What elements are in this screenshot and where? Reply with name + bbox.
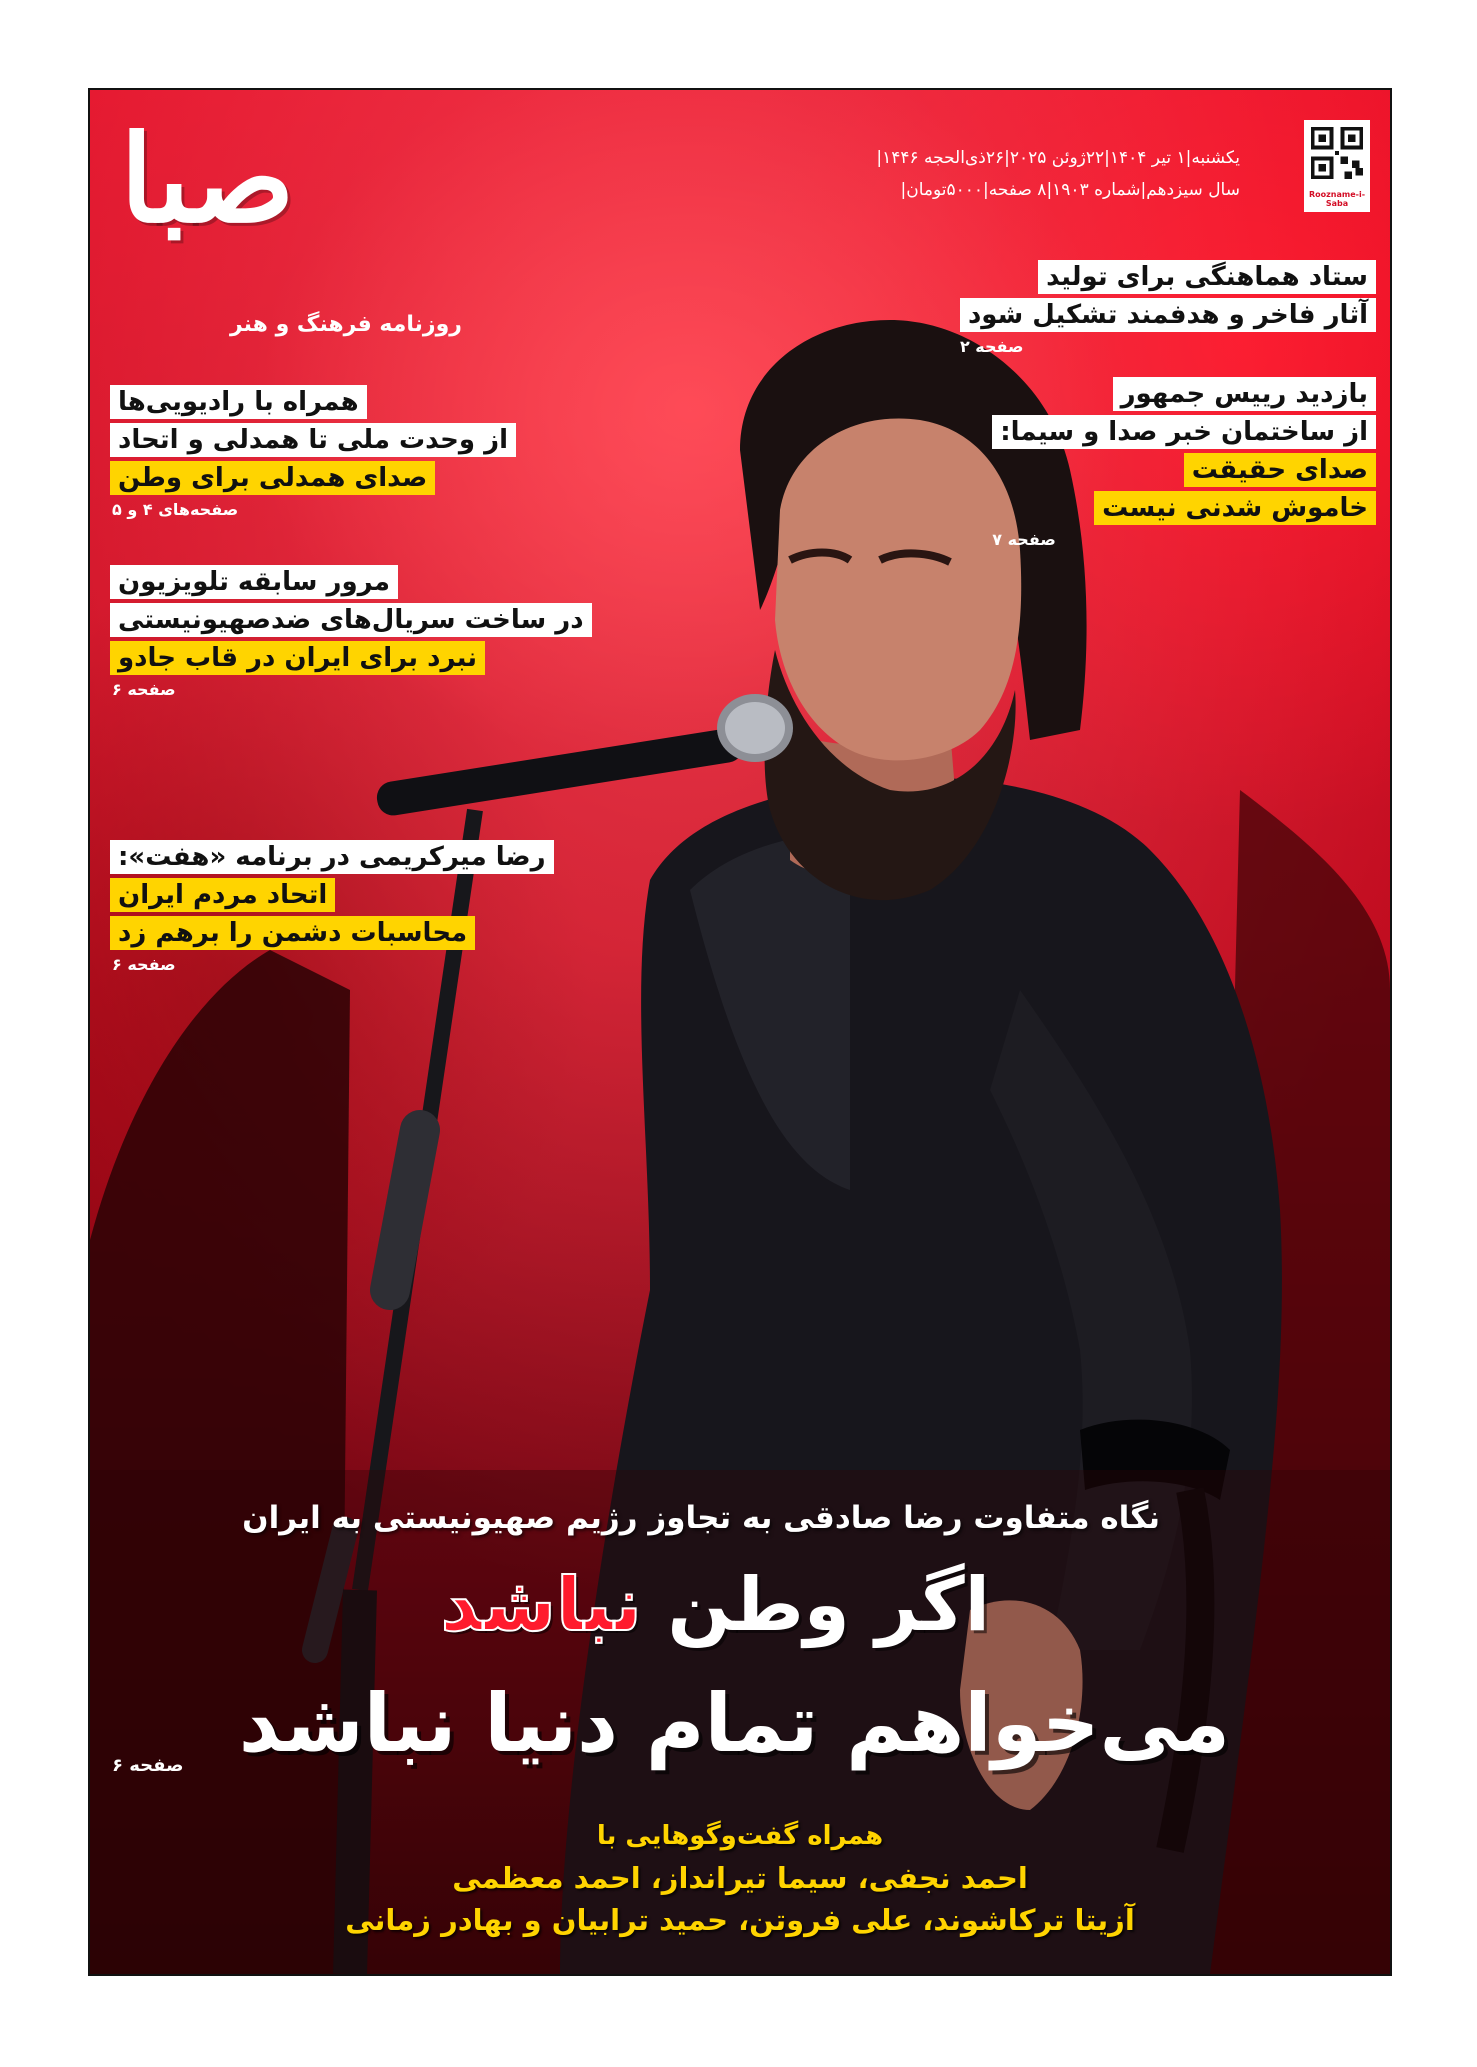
right-story-2-highlight-2: خاموش شدنی نیست	[1094, 491, 1376, 525]
right-story-2-highlight-1: صدای حقیقت	[1184, 453, 1376, 487]
right-story-1-line-1: ستاد هماهنگی برای تولید	[1038, 260, 1376, 294]
right-story-2-page: صفحه ۷	[992, 530, 1056, 549]
headline-red-part: نباشد	[440, 1562, 642, 1648]
headline-white-part: اگر وطن	[667, 1562, 990, 1648]
left-story-3-highlight-2: محاسبات دشمن را برهم زد	[110, 916, 475, 950]
right-story-2-line-2: از ساختمان خبر صدا و سیما:	[992, 415, 1376, 449]
left-story-1-line-2: از وحدت ملی تا همدلی و اتحاد	[110, 423, 516, 457]
right-story-2	[992, 377, 1376, 551]
left-story-2-line-2: در ساخت سریال‌های ضدصهیونیستی	[110, 603, 592, 637]
interview-intro: همراه گفت‌وگوهایی با	[596, 1821, 884, 1851]
left-story-1-page: صفحه‌های ۴ و ۵	[112, 500, 239, 519]
left-story-2-page: صفحه ۶	[112, 680, 176, 699]
right-story-1-page: صفحه ۲	[959, 337, 1024, 356]
left-story-3-page: صفحه ۶	[112, 955, 176, 974]
left-story-3	[110, 840, 554, 976]
qr-code-icon	[1304, 120, 1370, 212]
right-story-1-line-2: آثار فاخر و هدفمند تشکیل شود	[960, 298, 1376, 332]
main-headline-line-2: می‌خواهم تمام دنیا نباشد	[238, 1677, 1230, 1770]
left-story-1-highlight: صدای همدلی برای وطن	[110, 461, 435, 495]
left-story-3-highlight-1: اتحاد مردم ایران	[110, 878, 335, 912]
interview-names-1: احمد نجفی، سیما تیرانداز، احمد معظمی	[452, 1861, 1028, 1895]
logo-subtitle: روزنامه فرهنگ و هنر	[230, 312, 462, 337]
front-page	[88, 88, 1392, 1976]
logo-text: صبا	[120, 109, 295, 250]
qr-caption: Roozname-i-Saba	[1308, 190, 1366, 208]
interview-credits	[90, 1815, 1390, 1941]
main-story-kicker: نگاه متفاوت رضا صادقی به تجاوز رژیم صهیونیستی به ایران	[242, 1500, 1160, 1536]
left-story-2-highlight: نبرد برای ایران در قاب جادو	[110, 641, 485, 675]
left-story-1	[110, 385, 516, 521]
interview-names-2: آزیتا ترکاشوند، علی فروتن، حمید ترابیان و بهادر زمانی	[345, 1903, 1135, 1937]
main-story-page: صفحه ۶	[112, 1755, 184, 1776]
masthead-logo	[120, 109, 462, 340]
left-story-1-line-1: همراه با رادیویی‌ها	[110, 385, 367, 419]
left-story-2	[110, 565, 592, 701]
right-story-2-line-1: بازدید رییس جمهور	[1113, 377, 1376, 411]
left-story-2-line-1: مرور سابقه تلویزیون	[110, 565, 398, 599]
issue-dateline	[876, 142, 1240, 206]
issue-line: سال سیزدهم|شماره ۱۹۰۳|۸ صفحه|۵۰۰۰تومان|	[900, 180, 1240, 200]
left-story-3-line-1: رضا میرکریمی در برنامه «هفت»:	[110, 840, 554, 874]
date-line: یکشنبه|۱ تیر ۱۴۰۴|۲۲ژوئن ۲۰۲۵|۲۶ذی‌الحجه ۱۴۴۶|	[876, 148, 1240, 168]
main-headline-line-1	[440, 1562, 990, 1648]
right-story-1	[960, 260, 1376, 358]
